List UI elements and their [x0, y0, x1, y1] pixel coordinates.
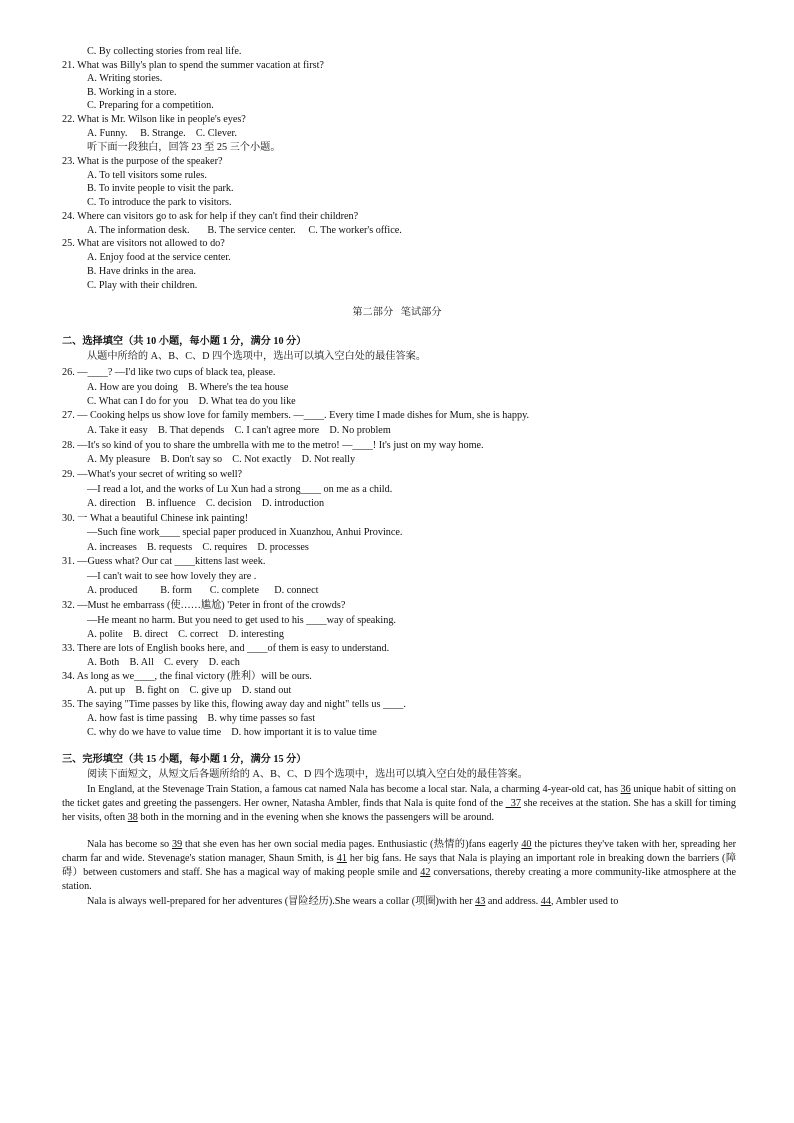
q24-options: A. The information desk. B. The service center. C. The worker's office.	[87, 225, 402, 236]
section2-instruction: 从题中所给的 A、B、C、D 四个选项中，选出可以填入空白处的最佳答案。	[87, 351, 427, 362]
question-22: 22. What is Mr. Wilson like in people's eyes?	[62, 114, 246, 125]
q22-options: A. Funny. B. Strange. C. Clever.	[87, 128, 237, 139]
blank-44: 44	[540, 896, 551, 907]
q29-response: —I read a lot, and the works of Lu Xun had a strong____ on me as a child.	[87, 484, 393, 495]
q21-option-b: B. Working in a store.	[87, 87, 177, 98]
question-24: 24. Where can visitors go to ask for help if they can't find their children?	[62, 211, 359, 222]
q32-options: A. polite B. direct C. correct D. interesting	[87, 629, 284, 640]
blank-36: 36	[620, 784, 631, 795]
blank-39: 39	[171, 839, 183, 850]
q23-option-c: C. To introduce the park to visitors.	[87, 197, 232, 208]
q25-option-b: B. Have drinks in the area.	[87, 266, 196, 277]
q25-option-a: A. Enjoy food at the service center.	[87, 252, 231, 263]
q32-response: —He meant no harm. But you need to get used to his ____way of speaking.	[87, 615, 396, 626]
blank-37: _37	[505, 797, 521, 809]
question-32: 32. —Must he embarrass (使……尴尬) 'Peter in front of the crowds?	[62, 600, 346, 611]
q20-option-c: C. By collecting stories from real life.	[87, 46, 242, 57]
q35-options-ab: A. how fast is time passing B. why time passes so fast	[87, 713, 316, 724]
question-26: 26. —____? —I'd like two cups of black tea, please.	[62, 367, 276, 378]
question-29: 29. —What's your secret of writing so well?	[62, 469, 243, 480]
q21-option-c: C. Preparing for a competition.	[87, 100, 214, 111]
question-30: 30. 一 What a beautiful Chinese ink painting!	[62, 513, 249, 524]
section2-title: 二、选择填空（共 10 小题，每小题 1 分，满分 10 分）	[62, 336, 307, 347]
blank-42: 42	[420, 866, 431, 878]
question-27: 27. — Cooking helps us show love for family members. —____. Every time I made dishes for Mum, she is happy.	[62, 410, 530, 421]
part2-heading: 第二部分 笔试部分	[352, 307, 442, 318]
q31-response: —I can't wait to see how lovely they are .	[87, 571, 257, 582]
monologue-instruction: 听下面一段独白，回答 23 至 25 三个小题。	[87, 142, 281, 153]
q23-option-b: B. To invite people to visit the park.	[87, 183, 234, 194]
q26-options-cd: C. What can I do for you D. What tea do you like	[87, 396, 296, 407]
q21-option-a: A. Writing stories.	[87, 73, 163, 84]
question-34: 34. As long as we____, the final victory (胜利）will be ours.	[62, 671, 312, 682]
cloze-paragraph-3: Nala is always well-prepared for her adventures (冒险经历).She wears a collar (项圈)with her 43 and address. 44, Ambler used to	[87, 896, 619, 907]
section3-title: 三、完形填空（共 15 小题，每小题 1 分，满分 15 分）	[62, 754, 307, 765]
section3-instruction: 阅读下面短文，从短文后各题所给的 A、B、C、D 四个选项中，选出可以填入空白处的最佳答案。	[87, 769, 528, 780]
question-31: 31. —Guess what? Our cat ____kittens last week.	[62, 556, 266, 567]
question-35: 35. The saying "Time passes by like this, flowing away day and night" tells us ____.	[62, 699, 406, 710]
blank-38: 38	[127, 811, 138, 823]
blank-43: 43	[475, 896, 486, 907]
q28-options: A. My pleasure B. Don't say so C. Not exactly D. Not really	[87, 454, 356, 465]
q35-options-cd: C. why do we have to value time D. how important it is to value time	[87, 727, 377, 738]
q34-options: A. put up B. fight on C. give up D. stand out	[87, 685, 292, 696]
q27-options: A. Take it easy B. That depends C. I can't agree more D. No problem	[87, 425, 391, 436]
blank-41: 41	[336, 852, 347, 864]
q30-options: A. increases B. requests C. requires D. processes	[87, 542, 309, 553]
q29-options: A. direction B. influence C. decision D. introduction	[87, 498, 325, 509]
question-28: 28. —It's so kind of you to share the umbrella with me to the metro! —____! It's just on my way home.	[62, 440, 484, 451]
blank-40: 40	[521, 839, 532, 850]
question-25: 25. What are visitors not allowed to do?	[62, 238, 225, 249]
question-23: 23. What is the purpose of the speaker?	[62, 156, 223, 167]
cloze-paragraph-1: In England, at the Stevenage Train Station, a famous cat named Nala has become a local star. Nala, a charming 4-year-old cat, has 36 unique habit of sitting on the ticket gates and greeting the passengers. Her owner, Natasha Ambler, finds that Nala is quite fond of the _37 she receives at the station. She has a skill for timing her visits, often 38 both in the morning and in the evening when she knows the passengers will be around.	[62, 784, 736, 823]
q25-option-c: C. Play with their children.	[87, 280, 198, 291]
cloze-paragraph-2: Nala has become so 39 that she even has her own social media pages. Enthusiastic (热情的)fans eagerly 40 the pictures they've taken with her, spreading her charm far and wide. Stevenage's station manager, Shaun Smith, is 41 her big fans. He says that Nala is playing an important role in breaking down the barriers (障碍）between customers and staff. She has a magical way of making people smile and 42 conversations, thereby creating a more community-like atmosphere at the station.	[62, 839, 737, 892]
q30-response: —Such fine work____ special paper produced in Xuanzhou, Anhui Province.	[87, 527, 403, 538]
q26-options-ab: A. How are you doing B. Where's the tea house	[87, 382, 289, 393]
question-33: 33. There are lots of English books here, and ____of them is easy to understand.	[62, 643, 390, 654]
q23-option-a: A. To tell visitors some rules.	[87, 170, 207, 181]
q33-options: A. Both B. All C. every D. each	[87, 657, 240, 668]
q31-options: A. produced B. form C. complete D. connect	[87, 585, 319, 596]
question-21: 21. What was Billy's plan to spend the summer vacation at first?	[62, 60, 324, 71]
